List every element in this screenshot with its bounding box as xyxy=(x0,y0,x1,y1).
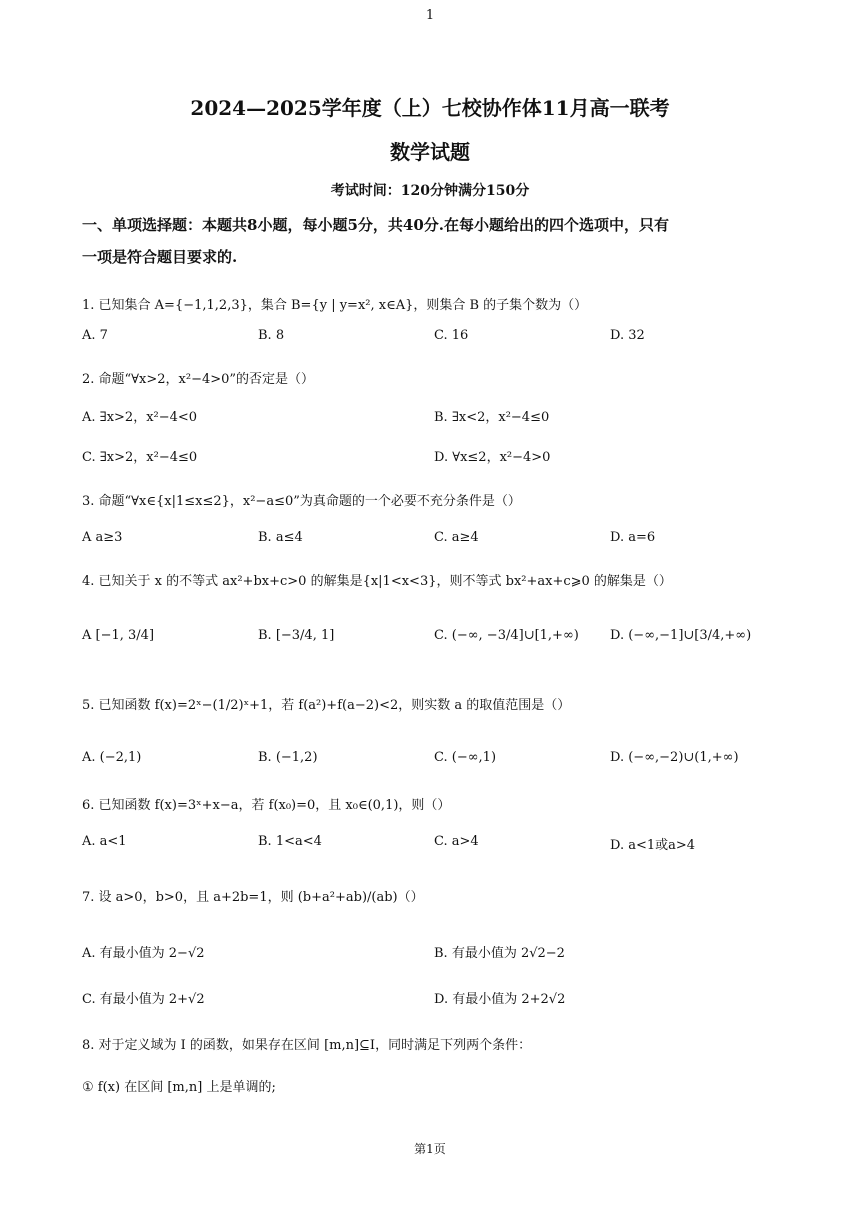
question-1-option-c: C. 16 xyxy=(434,328,469,343)
question-8-condition-1: ① f(x) 在区间 [m,n] 上是单调的; xyxy=(82,1080,276,1095)
question-6-stem: 6. 已知函数 f(x)=3ˣ+x−a，若 f(x₀)=0，且 x₀∈(0,1)，则（） xyxy=(82,798,451,813)
question-4-stem: 4. 已知关于 x 的不等式 ax²+bx+c>0 的解集是{x|1<x<3}，则不等式 bx²+ax+c⩾0 的解集是（） xyxy=(82,574,672,589)
question-4-option-b: B. [−3/4, 1] xyxy=(258,628,335,643)
page-number-top: 1 xyxy=(425,8,435,23)
question-2-stem: 2. 命题“∀x>2，x²−4>0”的否定是（） xyxy=(82,372,315,387)
question-8-stem: 8. 对于定义域为 I 的函数，如果存在区间 [m,n]⊆I，同时满足下列两个条件： xyxy=(82,1038,532,1053)
question-6-option-c: C. a>4 xyxy=(434,834,479,849)
question-5-option-d: D. (−∞,−2)∪(1,+∞) xyxy=(610,750,739,765)
question-4-option-d: D. (−∞,−1]∪[3/4,+∞) xyxy=(610,628,752,643)
question-3-option-c: C. a≥4 xyxy=(434,530,479,545)
question-2-option-c: C. ∃x>2，x²−4≤0 xyxy=(82,450,198,465)
section-heading-line2: 一项是符合题目要求的. xyxy=(82,248,238,266)
question-6-option-d: D. a<1或a>4 xyxy=(610,838,696,853)
question-3-option-a: A a≥3 xyxy=(82,530,123,545)
question-5-stem: 5. 已知函数 f(x)=2ˣ−(1/2)ˣ+1，若 f(a²)+f(a−2)<2，则实数 a 的取值范围是（） xyxy=(82,698,571,713)
question-4-option-c: C. (−∞, −3/4]∪[1,+∞) xyxy=(434,628,579,643)
question-4-option-a: A [−1, 3/4] xyxy=(82,628,155,643)
question-5-option-a: A. (−2,1) xyxy=(82,750,142,765)
question-6-option-a: A. a<1 xyxy=(82,834,127,849)
question-7-option-b: B. 有最小值为 2√2−2 xyxy=(434,946,565,961)
question-5-option-b: B. (−1,2) xyxy=(258,750,318,765)
question-6-option-b: B. 1<a<4 xyxy=(258,834,322,849)
page-footer: 第1页 xyxy=(414,1142,446,1156)
question-1-option-b: B. 8 xyxy=(258,328,285,343)
question-1-stem: 1. 已知集合 A={−1,1,2,3}，集合 B={y | y=x², x∈A}，则集合 B 的子集个数为（） xyxy=(82,298,588,313)
question-2-option-d: D. ∀x≤2，x²−4>0 xyxy=(434,450,551,465)
question-7-stem: 7. 设 a>0，b>0，且 a+2b=1，则 (b+a²+ab)/(ab)（） xyxy=(82,890,424,905)
question-3-option-b: B. a≤4 xyxy=(258,530,303,545)
question-2-option-b: B. ∃x<2，x²−4≤0 xyxy=(434,410,550,425)
question-7-option-d: D. 有最小值为 2+2√2 xyxy=(434,992,566,1007)
page-title: 2024—2025学年度（上）七校协作体11月高一联考 xyxy=(190,96,670,120)
question-7-option-c: C. 有最小值为 2+√2 xyxy=(82,992,205,1007)
section-heading-line1: 一、单项选择题：本题共8小题，每小题5分，共40分.在每小题给出的四个选项中，只有 xyxy=(82,216,669,234)
question-5-option-c: C. (−∞,1) xyxy=(434,750,497,765)
question-1-option-d: D. 32 xyxy=(610,328,645,343)
exam-info: 考试时间：120分钟满分150分 xyxy=(330,183,530,199)
question-1-option-a: A. 7 xyxy=(82,328,108,343)
question-3-stem: 3. 命题“∀x∈{x|1≤x≤2}，x²−a≤0”为真命题的一个必要不充分条件是（） xyxy=(82,494,521,509)
question-2-option-a: A. ∃x>2，x²−4<0 xyxy=(82,410,198,425)
question-3-option-d: D. a=6 xyxy=(610,530,656,545)
question-7-option-a: A. 有最小值为 2−√2 xyxy=(82,946,205,961)
page-subtitle: 数学试题 xyxy=(390,140,470,164)
